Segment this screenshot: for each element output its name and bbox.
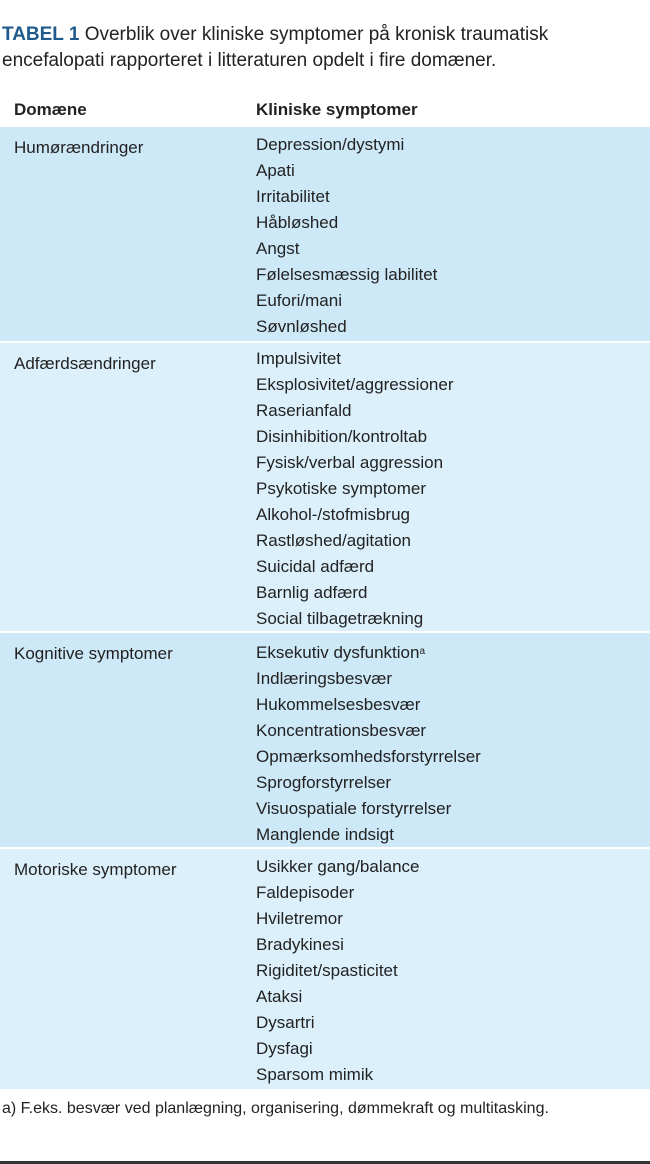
symptom-item: Raserianfald [256,401,352,420]
symptom-item: Fysisk/verbal aggression [256,453,444,472]
table-label: TABEL 1 [2,24,80,45]
symptom-item [256,640,481,666]
symptom-item: Psykotiske symptomer [256,479,427,498]
symptom-list [256,854,419,1088]
symptom-item: Sprogforstyrrelser [256,773,392,792]
domain-name: Motoriske symptomer [14,860,177,879]
symptom-item: Koncentrationsbesvær [256,721,427,740]
symptom-item: Eksplosivitet/aggressioner [256,375,454,394]
symptom-item: Dysartri [256,1013,315,1032]
symptom-list [256,346,453,632]
symptom-item: Angst [256,239,300,258]
symptom-item: Depression/dystymi [256,135,405,154]
section-behaviour [0,343,650,632]
section-mood [0,127,650,342]
header-symptoms: Kliniske symptomer [256,100,418,119]
domain-name: Humørændringer [14,138,144,157]
symptom-text: Eksekutiv dysfunktion [256,643,420,662]
symptom-item: Visuospatiale forstyrrelser [256,799,452,818]
symptom-item: Suicidal adfærd [256,557,375,576]
symptom-item: Ataksi [256,987,303,1006]
section-cognitive [0,633,650,848]
symptom-item: Opmærksomhedsforstyrrelser [256,747,481,766]
symptom-item: Rigiditet/spasticitet [256,961,398,980]
header-domain: Domæne [14,100,87,119]
symptom-item: Sparsom mimik [256,1065,374,1084]
domain-name: Kognitive symptomer [14,644,173,663]
symptom-item: Usikker gang/balance [256,857,420,876]
symptom-item: Bradykinesi [256,935,344,954]
symptom-item: Dysfagi [256,1039,313,1058]
caption-text: Overblik over kliniske symptomer på kronisk traumatisk encefalopati rapporteret i litteraturen opdelt i fire domæner. [2,24,549,71]
symptom-item: Følelsesmæssig labilitet [256,265,438,284]
symptom-item: Søvnløshed [256,317,347,336]
symptom-item: Indlæringsbesvær [256,669,393,688]
symptom-list [256,132,437,340]
symptom-item: Irritabilitet [256,187,330,206]
symptom-item: Hviletremor [256,909,343,928]
symptom-item: Apati [256,161,295,180]
symptom-item: Disinhibition/kontroltab [256,427,428,446]
symptom-item: Faldepisoder [256,883,355,902]
table-footnote: a) F.eks. besvær ved planlægning, organisering, dømmekraft og multitasking. [2,1100,549,1117]
symptom-list [256,640,481,848]
symptom-item: Håbløshed [256,213,339,232]
symptom-item: Eufori/mani [256,291,342,310]
symptom-item: Barnlig adfærd [256,583,368,602]
symptom-item: Rastløshed/agitation [256,531,411,550]
section-motor [0,849,650,1089]
table-header-row [0,99,650,127]
symptom-item: Manglende indsigt [256,825,394,844]
footnote-marker: a [419,646,426,657]
symptom-item: Social tilbagetrækning [256,609,424,628]
symptom-item: Hukommelsesbesvær [256,695,421,714]
table-caption [2,22,648,74]
domain-name: Adfærdsændringer [14,354,156,373]
symptom-item: Impulsivitet [256,349,342,368]
symptom-item: Alkohol-/stofmisbrug [256,505,411,524]
